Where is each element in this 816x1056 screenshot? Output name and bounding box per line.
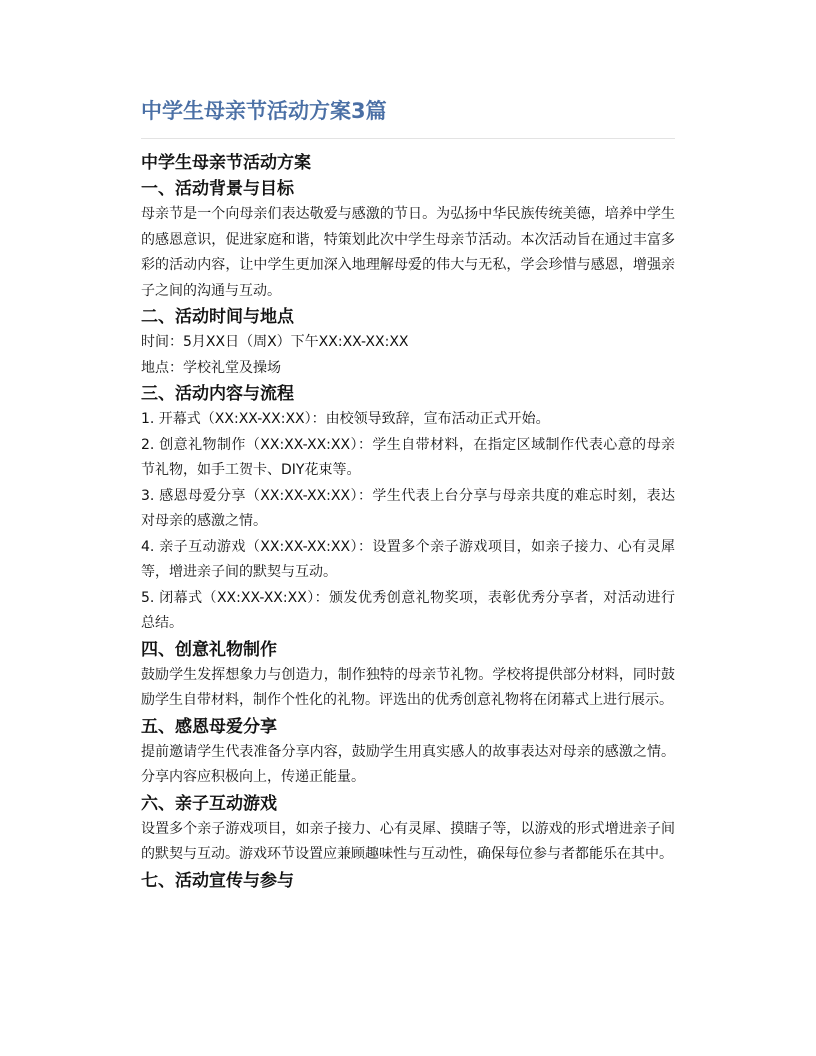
- section-time-place: [141, 304, 675, 381]
- document-title: 中学生母亲节活动方案3篇: [141, 99, 387, 123]
- list-item: 4. 亲子互动游戏（XX:XX-XX:XX）：设置多个亲子游戏项目，如亲子接力、心有灵犀等，增进亲子间的默契与互动。: [141, 538, 675, 580]
- section-background: [141, 176, 675, 304]
- paragraph: 提前邀请学生代表准备分享内容，鼓励学生用真实感人的故事表达对母亲的感激之情。分享内容应积极向上，传递正能量。: [141, 743, 675, 785]
- section-heading: 五、感恩母爱分享: [141, 716, 277, 737]
- section-sharing: [141, 714, 675, 791]
- list-item: 2. 创意礼物制作（XX:XX-XX:XX）：学生自带材料，在指定区域制作代表心意的母亲节礼物，如手工贺卡、DIY花束等。: [141, 436, 675, 478]
- title-divider: [141, 138, 675, 139]
- list-item: 1. 开幕式（XX:XX-XX:XX）：由校领导致辞，宣布活动正式开始。: [141, 411, 550, 427]
- section-content-flow: [141, 381, 675, 637]
- document-body: [141, 150, 675, 894]
- list-item: 3. 感恩母爱分享（XX:XX-XX:XX）：学生代表上台分享与母亲共度的难忘时刻，表达对母亲的感激之情。: [141, 487, 675, 529]
- section-gift-making: [141, 637, 675, 714]
- section-promotion: [141, 868, 675, 894]
- section-heading: 二、活动时间与地点: [141, 307, 294, 327]
- section-heading: 六、亲子互动游戏: [141, 793, 277, 814]
- paragraph-time: 时间：5月XX日（周X）下午XX:XX-XX:XX: [141, 334, 409, 350]
- paragraph: 鼓励学生发挥想象力与创造力，制作独特的母亲节礼物。学校将提供部分材料，同时鼓励学生自带材料，制作个性化的礼物。评选出的优秀创意礼物将在闭幕式上进行展示。: [141, 666, 675, 708]
- section-heading: 一、活动背景与目标: [141, 179, 294, 199]
- paragraph: 母亲节是一个向母亲们表达敬爱与感激的节日。为弘扬中华民族传统美德，培养中学生的感恩意识，促进家庭和谐，特策划此次中学生母亲节活动。本次活动旨在通过丰富多彩的活动内容，让中学生更加深入地理解母爱的伟大与无私，学会珍惜与感恩，增强亲子之间的沟通与互动。: [141, 206, 675, 299]
- section-heading: 七、活动宣传与参与: [141, 870, 294, 891]
- section-heading: 三、活动内容与流程: [141, 384, 294, 404]
- paragraph-place: 地点：学校礼堂及操场: [141, 359, 281, 376]
- paragraph: 设置多个亲子游戏项目，如亲子接力、心有灵犀、摸瞎子等，以游戏的形式增进亲子间的默契与互动。游戏环节设置应兼顾趣味性与互动性，确保每位参与者都能乐在其中。: [141, 820, 675, 862]
- section-heading: 四、创意礼物制作: [141, 639, 277, 660]
- list-item: 5. 闭幕式（XX:XX-XX:XX）：颁发优秀创意礼物奖项，表彰优秀分享者，对活动进行总结。: [141, 589, 675, 631]
- section-games: [141, 791, 675, 868]
- main-heading: 中学生母亲节活动方案: [141, 153, 311, 173]
